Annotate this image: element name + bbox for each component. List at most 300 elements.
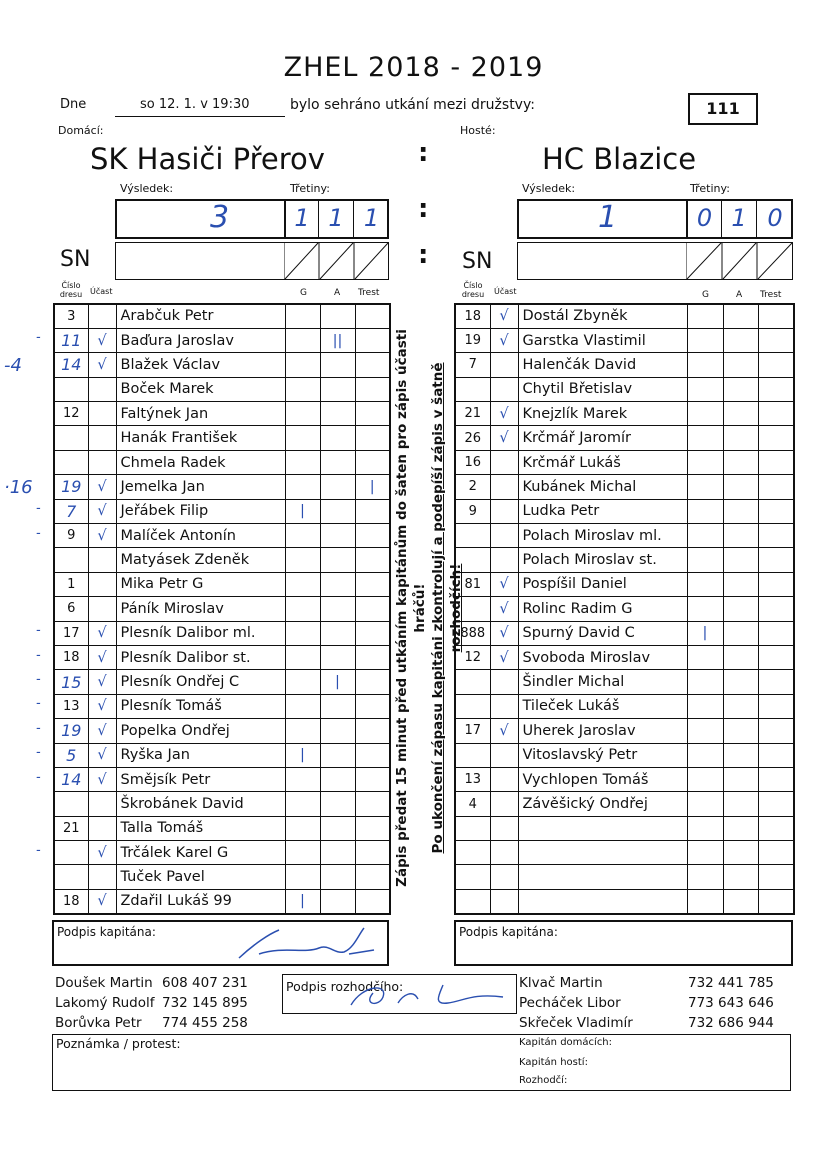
assists-cell xyxy=(320,548,355,572)
away-periods-label: Třetiny: xyxy=(690,182,730,195)
goals-cell xyxy=(687,841,723,865)
penalty-cell xyxy=(355,719,390,743)
instructions-line-1: Zápis předat 15 minut před utkáním kapitánům do šaten pro zápis účasti hráčů! xyxy=(394,329,428,887)
jersey-number: 13 xyxy=(455,767,490,791)
home-captain-box xyxy=(52,920,389,966)
assists-cell xyxy=(723,304,758,328)
goals-cell xyxy=(285,719,320,743)
player-name: Plesník Dalibor st. xyxy=(116,645,285,669)
jersey-number: 21 xyxy=(455,402,490,426)
penalty-cell xyxy=(758,792,794,816)
footer-home-captain-label: Kapitán domácích: xyxy=(519,1037,613,1048)
away-player-row xyxy=(455,572,794,596)
goals-cell xyxy=(687,353,723,377)
assists-cell xyxy=(320,426,355,450)
presence-check xyxy=(490,865,518,889)
away-player-row xyxy=(455,402,794,426)
jersey-number: 16 xyxy=(455,450,490,474)
player-name: Arabčuk Petr xyxy=(116,304,285,328)
home-player-row xyxy=(54,816,390,840)
player-name: Plesník Dalibor ml. xyxy=(116,621,285,645)
penalty-cell xyxy=(355,767,390,791)
assists-cell xyxy=(320,524,355,548)
jersey-number xyxy=(54,426,88,450)
home-sn-label: SN xyxy=(60,247,91,272)
assists-cell xyxy=(723,328,758,352)
away-player-row xyxy=(455,548,794,572)
jersey-number: 14 xyxy=(54,767,88,791)
footer-referee-label: Rozhodčí: xyxy=(519,1075,568,1086)
home-player-row xyxy=(54,304,390,328)
home-player-row xyxy=(54,450,390,474)
assists-cell xyxy=(320,767,355,791)
penalty-cell xyxy=(758,475,794,499)
goals-cell xyxy=(687,670,723,694)
penalty-cell xyxy=(758,572,794,596)
goals-cell xyxy=(285,426,320,450)
home-player-row xyxy=(54,792,390,816)
assists-cell: | xyxy=(320,670,355,694)
player-name: Vychlopen Tomáš xyxy=(518,767,687,791)
presence-check: √ xyxy=(88,475,116,499)
presence-check xyxy=(490,499,518,523)
home-period-3-value: 1 xyxy=(363,204,380,232)
contact-phone: 732 441 785 xyxy=(688,975,774,991)
away-player-row xyxy=(455,328,794,352)
home-player-row xyxy=(54,548,390,572)
jersey-number: 7 xyxy=(455,353,490,377)
jersey-number: 12 xyxy=(455,645,490,669)
home-player-row xyxy=(54,475,390,499)
home-player-row xyxy=(54,767,390,791)
away-player-row xyxy=(455,645,794,669)
jersey-number: 19 xyxy=(54,475,88,499)
goals-cell xyxy=(285,597,320,621)
home-player-row xyxy=(54,402,390,426)
away-period-1 xyxy=(686,199,722,239)
player-name: Kubánek Michal xyxy=(518,475,687,499)
margin-annotation: - xyxy=(36,623,41,639)
jersey-number: 15 xyxy=(54,670,88,694)
player-name: Páník Miroslav xyxy=(116,597,285,621)
penalty-cell xyxy=(355,524,390,548)
goals-cell xyxy=(285,694,320,718)
player-name: Uherek Jaroslav xyxy=(518,719,687,743)
jersey-number: 2 xyxy=(455,475,490,499)
assists-cell xyxy=(320,694,355,718)
presence-check xyxy=(490,767,518,791)
home-col-presence: Účast xyxy=(90,287,113,296)
assists-cell xyxy=(723,645,758,669)
presence-check xyxy=(490,353,518,377)
away-result-label: Výsledek: xyxy=(522,182,576,195)
penalty-cell xyxy=(355,865,390,889)
away-col-g: G xyxy=(702,290,709,300)
penalty-cell xyxy=(758,377,794,401)
assists-cell xyxy=(723,694,758,718)
penalty-cell xyxy=(355,450,390,474)
footer-away-captain-label: Kapitán hostí: xyxy=(519,1057,588,1068)
assists-cell xyxy=(723,816,758,840)
goals-cell xyxy=(285,572,320,596)
jersey-number xyxy=(455,889,490,913)
home-player-row xyxy=(54,865,390,889)
player-name xyxy=(518,841,687,865)
player-name: Blažek Václav xyxy=(116,353,285,377)
player-name: Garstka Vlastimil xyxy=(518,328,687,352)
note-label: Poznámka / protest: xyxy=(56,1036,181,1051)
goals-cell xyxy=(687,645,723,669)
away-roster-table xyxy=(454,303,795,915)
goals-cell xyxy=(687,402,723,426)
penalty-cell xyxy=(355,645,390,669)
home-player-row xyxy=(54,645,390,669)
penalty-cell xyxy=(758,328,794,352)
home-player-row xyxy=(54,377,390,401)
presence-check xyxy=(88,426,116,450)
jersey-number: 26 xyxy=(455,426,490,450)
player-name: Polach Miroslav st. xyxy=(518,548,687,572)
home-player-row xyxy=(54,719,390,743)
away-col-a: A xyxy=(736,290,743,300)
presence-check: √ xyxy=(490,621,518,645)
player-name: Baďura Jaroslav xyxy=(116,328,285,352)
away-player-row xyxy=(455,767,794,791)
player-name: Rolinc Radim G xyxy=(518,597,687,621)
assists-cell xyxy=(320,475,355,499)
away-sn-label: SN xyxy=(462,249,493,274)
player-name: Talla Tomáš xyxy=(116,816,285,840)
goals-cell xyxy=(285,304,320,328)
assists-cell xyxy=(723,377,758,401)
player-name: Plesník Tomáš xyxy=(116,694,285,718)
player-name: Svoboda Miroslav xyxy=(518,645,687,669)
home-player-row xyxy=(54,499,390,523)
player-name: Krčmář Lukáš xyxy=(518,450,687,474)
assists-cell xyxy=(320,792,355,816)
player-name: Tileček Lukáš xyxy=(518,694,687,718)
jersey-number: 888 xyxy=(455,621,490,645)
goals-cell xyxy=(687,524,723,548)
presence-check xyxy=(88,304,116,328)
away-col-penalty: Trest xyxy=(760,290,782,300)
penalty-cell xyxy=(355,816,390,840)
jersey-number: 11 xyxy=(54,328,88,352)
referee-signature xyxy=(343,975,513,1013)
presence-check xyxy=(88,865,116,889)
away-player-row xyxy=(455,304,794,328)
presence-check: √ xyxy=(88,621,116,645)
player-name: Boček Marek xyxy=(116,377,285,401)
goals-cell xyxy=(687,499,723,523)
margin-annotation: - xyxy=(36,501,41,517)
referee-signature-box xyxy=(282,974,517,1014)
assists-cell xyxy=(320,377,355,401)
goals-cell xyxy=(687,865,723,889)
away-player-row xyxy=(455,524,794,548)
contact-phone: 732 686 944 xyxy=(688,1015,774,1031)
assists-cell xyxy=(320,572,355,596)
goals-cell xyxy=(687,304,723,328)
home-player-row xyxy=(54,572,390,596)
instructions-note xyxy=(393,328,465,888)
away-player-row xyxy=(455,694,794,718)
home-period-1-value: 1 xyxy=(294,204,310,232)
jersey-number xyxy=(54,792,88,816)
player-name: Smějsík Petr xyxy=(116,767,285,791)
goals-cell xyxy=(687,792,723,816)
match-date: so 12. 1. v 19:30 xyxy=(140,97,250,112)
player-name: Faltýnek Jan xyxy=(116,402,285,426)
penalty-cell: | xyxy=(355,475,390,499)
assists-cell xyxy=(320,499,355,523)
away-period-3-value: 0 xyxy=(767,204,783,232)
penalty-cell xyxy=(758,499,794,523)
home-player-row xyxy=(54,524,390,548)
jersey-number: 4 xyxy=(455,792,490,816)
presence-check xyxy=(490,743,518,767)
contact-name: Pecháček Libor xyxy=(519,995,621,1011)
home-player-row xyxy=(54,621,390,645)
margin-annotation: - xyxy=(36,672,41,687)
presence-check xyxy=(490,889,518,913)
home-result-label: Výsledek: xyxy=(120,182,174,195)
assists-cell xyxy=(723,426,758,450)
assists-cell xyxy=(723,889,758,913)
home-player-row xyxy=(54,328,390,352)
player-name: Jeřábek Filip xyxy=(116,499,285,523)
assists-cell xyxy=(723,572,758,596)
presence-check: √ xyxy=(490,645,518,669)
goals-cell xyxy=(687,743,723,767)
player-name: Dostál Zbyněk xyxy=(518,304,687,328)
jersey-number: 14 xyxy=(54,353,88,377)
away-period-2 xyxy=(722,199,757,239)
presence-check: √ xyxy=(88,499,116,523)
jersey-number: 81 xyxy=(455,572,490,596)
player-name: Plesník Ondřej C xyxy=(116,670,285,694)
goals-cell xyxy=(687,694,723,718)
presence-check: √ xyxy=(88,353,116,377)
penalty-cell xyxy=(758,841,794,865)
home-period-2-value: 1 xyxy=(328,204,344,232)
presence-check: √ xyxy=(490,304,518,328)
jersey-number: 17 xyxy=(54,621,88,645)
assists-cell xyxy=(320,743,355,767)
player-name: Polach Miroslav ml. xyxy=(518,524,687,548)
penalty-cell xyxy=(758,597,794,621)
jersey-number xyxy=(54,377,88,401)
assists-cell xyxy=(723,865,758,889)
contact-name: Borůvka Petr xyxy=(55,1015,142,1031)
player-name: Chmela Radek xyxy=(116,450,285,474)
presence-check: √ xyxy=(88,743,116,767)
jersey-number xyxy=(54,548,88,572)
page-title: ZHEL 2018 - 2019 xyxy=(283,52,544,83)
penalty-cell xyxy=(758,353,794,377)
penalty-cell xyxy=(355,572,390,596)
home-player-row xyxy=(54,670,390,694)
presence-check xyxy=(490,841,518,865)
penalty-cell xyxy=(758,694,794,718)
presence-check xyxy=(490,548,518,572)
goals-cell xyxy=(687,426,723,450)
player-name: Knejzlík Marek xyxy=(518,402,687,426)
penalty-cell xyxy=(355,792,390,816)
jersey-number: 9 xyxy=(455,499,490,523)
penalty-cell xyxy=(355,402,390,426)
jersey-number xyxy=(54,450,88,474)
away-player-row xyxy=(455,499,794,523)
assists-cell xyxy=(723,524,758,548)
away-player-row xyxy=(455,426,794,450)
player-name: Hanák František xyxy=(116,426,285,450)
jersey-number: 7 xyxy=(54,499,88,523)
home-label: Domácí: xyxy=(58,124,104,137)
assists-cell xyxy=(320,402,355,426)
colon-separator: : xyxy=(418,138,429,168)
away-col-presence: Účast xyxy=(494,287,517,296)
assists-cell xyxy=(723,792,758,816)
home-period-1 xyxy=(284,199,319,239)
margin-annotation: - xyxy=(36,842,41,858)
penalty-cell xyxy=(355,328,390,352)
presence-check xyxy=(88,377,116,401)
penalty-cell xyxy=(758,889,794,913)
jersey-number: 1 xyxy=(54,572,88,596)
goals-cell xyxy=(285,377,320,401)
presence-check xyxy=(490,694,518,718)
penalty-cell xyxy=(355,353,390,377)
note-box xyxy=(52,1034,791,1091)
presence-check xyxy=(490,670,518,694)
home-col-number: Číslo dresu xyxy=(59,281,83,299)
away-period-1-value: 0 xyxy=(696,204,713,232)
away-player-row xyxy=(455,670,794,694)
presence-check xyxy=(490,792,518,816)
presence-check xyxy=(88,572,116,596)
presence-check: √ xyxy=(490,402,518,426)
goals-cell xyxy=(285,841,320,865)
assists-cell xyxy=(320,841,355,865)
goals-cell xyxy=(285,328,320,352)
presence-check xyxy=(490,475,518,499)
goals-cell xyxy=(285,450,320,474)
penalty-cell xyxy=(355,499,390,523)
goals-cell xyxy=(687,475,723,499)
presence-check: √ xyxy=(88,670,116,694)
jersey-number: 6 xyxy=(54,597,88,621)
jersey-number: 3 xyxy=(54,304,88,328)
home-col-penalty: Trest xyxy=(358,288,380,298)
away-player-row xyxy=(455,792,794,816)
penalty-cell xyxy=(758,767,794,791)
presence-check xyxy=(490,816,518,840)
jersey-number: 12 xyxy=(54,402,88,426)
penalty-cell xyxy=(758,304,794,328)
away-player-row xyxy=(455,816,794,840)
presence-check xyxy=(490,524,518,548)
penalty-cell xyxy=(355,670,390,694)
goals-cell xyxy=(285,767,320,791)
presence-check: √ xyxy=(88,719,116,743)
goals-cell xyxy=(285,475,320,499)
assists-cell xyxy=(723,767,758,791)
goals-cell: | xyxy=(285,743,320,767)
assists-cell xyxy=(320,889,355,913)
assists-cell: || xyxy=(320,328,355,352)
penalty-cell xyxy=(758,524,794,548)
jersey-number xyxy=(54,841,88,865)
player-name: Trčálek Karel G xyxy=(116,841,285,865)
home-player-row xyxy=(54,743,390,767)
presence-check xyxy=(490,450,518,474)
penalty-cell xyxy=(355,743,390,767)
player-name: Halenčák David xyxy=(518,353,687,377)
away-player-row xyxy=(455,450,794,474)
jersey-number: 9 xyxy=(54,524,88,548)
presence-check xyxy=(88,816,116,840)
assists-cell xyxy=(320,719,355,743)
presence-check xyxy=(88,450,116,474)
goals-cell xyxy=(687,377,723,401)
presence-check: √ xyxy=(88,694,116,718)
date-underline xyxy=(115,116,285,117)
goals-cell: | xyxy=(285,889,320,913)
home-player-row xyxy=(54,426,390,450)
home-player-row xyxy=(54,889,390,913)
margin-annotation: - xyxy=(36,647,41,663)
assists-cell xyxy=(320,645,355,669)
away-player-row xyxy=(455,719,794,743)
margin-annotation: - xyxy=(36,330,41,346)
player-name: Jemelka Jan xyxy=(116,475,285,499)
home-period-2 xyxy=(319,199,354,239)
home-captain-signature xyxy=(234,924,384,964)
player-name: Ludka Petr xyxy=(518,499,687,523)
goals-cell xyxy=(687,767,723,791)
player-name: Tuček Pavel xyxy=(116,865,285,889)
penalty-cell xyxy=(758,548,794,572)
away-period-3 xyxy=(757,199,793,239)
goals-cell xyxy=(687,572,723,596)
player-name: Škrobánek David xyxy=(116,792,285,816)
away-sn-slashes xyxy=(686,242,793,280)
penalty-cell xyxy=(355,426,390,450)
goals-cell xyxy=(687,328,723,352)
presence-check xyxy=(490,377,518,401)
contact-phone: 732 145 895 xyxy=(162,995,248,1011)
jersey-number: 18 xyxy=(54,889,88,913)
home-col-a: A xyxy=(334,288,341,298)
home-player-row xyxy=(54,694,390,718)
assists-cell xyxy=(320,865,355,889)
goals-cell xyxy=(285,402,320,426)
penalty-cell xyxy=(355,304,390,328)
player-name: Malíček Antonín xyxy=(116,524,285,548)
presence-check: √ xyxy=(88,645,116,669)
referee-label: Podpis rozhodčího: xyxy=(286,979,404,994)
goals-cell xyxy=(285,670,320,694)
contact-phone: 774 455 258 xyxy=(162,1015,248,1031)
presence-check xyxy=(88,597,116,621)
contact-phone: 608 407 231 xyxy=(162,975,248,991)
presence-check: √ xyxy=(490,426,518,450)
penalty-cell xyxy=(758,450,794,474)
away-score: 1 xyxy=(598,200,618,235)
jersey-number: 19 xyxy=(54,719,88,743)
home-player-row xyxy=(54,353,390,377)
